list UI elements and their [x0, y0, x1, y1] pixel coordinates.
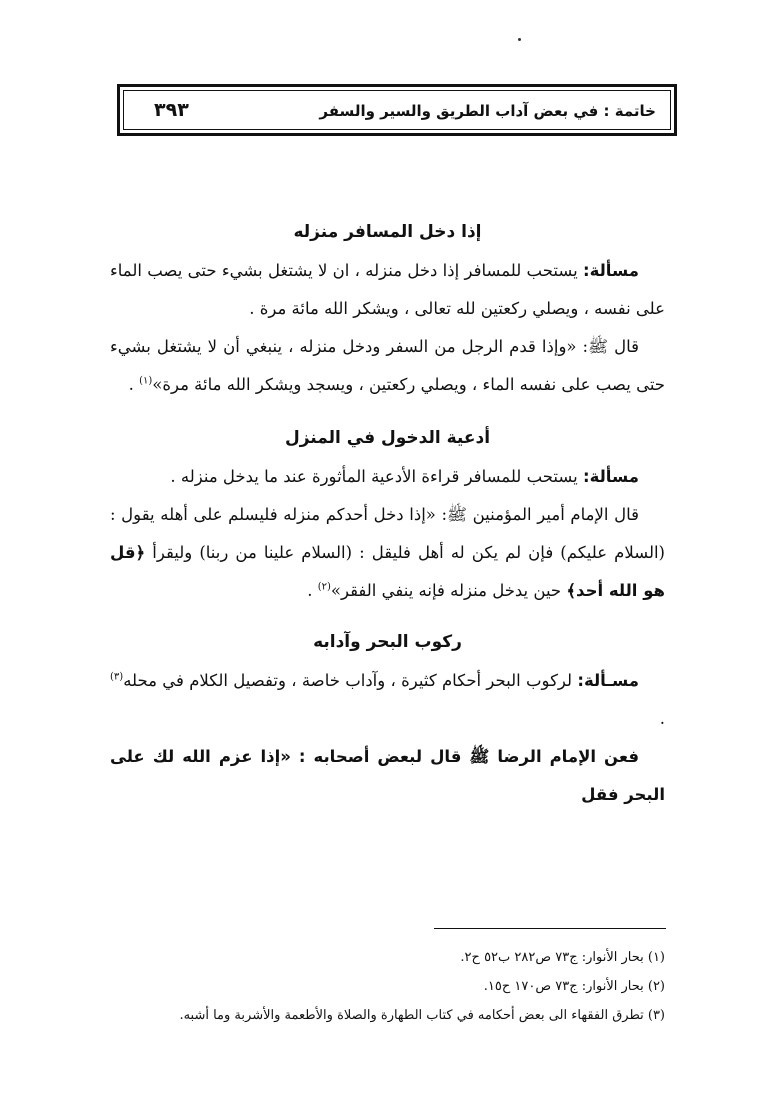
quote-paragraph [110, 328, 665, 404]
quote-end: . [307, 581, 318, 600]
section-heading-sea-travel: ركوب البحر وآدابه [313, 632, 462, 652]
quote-text: قال الإمام أمير المؤمنين ﷺ: «إذا دخل أحدكم منزله فليسلم على أهله يقول : (السلام عليكم) فإن لم يكن له أهل فليقل : (السلام علينا من ربنا) وليقرأ [110, 505, 665, 562]
quote-text-continued: حين يدخل منزله فإنه ينفي الفقر» [330, 581, 567, 600]
issue-paragraph [110, 662, 665, 738]
section-heading-traveler-enters-home: إذا دخل المسافر منزله [293, 222, 482, 242]
footnote-ref: (٣) [110, 671, 124, 683]
quote-end: . [128, 375, 140, 394]
page-number: ٣٩٣ [154, 99, 189, 121]
page-body [110, 218, 665, 814]
issue-text: يستحب للمسافر قراءة الأدعية المأثورة عند ما يدخل منزله . [170, 467, 578, 486]
footnotes [110, 943, 665, 1030]
issue-paragraph [110, 458, 665, 496]
scan-speck [518, 38, 521, 41]
footnote-1: (١) بحار الأنوار: ج٧٣ ص٢٨٢ ب٥٢ ح٢. [460, 950, 665, 965]
issue-term: مسألة: [582, 261, 639, 280]
running-title: خاتمة : في بعض آداب الطريق والسير والسفر [319, 102, 656, 120]
footnote-2: (٢) بحار الأنوار: ج٧٣ ص١٧٠ ح١٥. [483, 979, 665, 994]
running-header-frame [117, 84, 677, 136]
issue-text: يستحب للمسافر إذا دخل منزله ، ان لا يشتغل بشيء حتى يصب الماء على نفسه ، ويصلي ركعتين لله تعالى ، ويشكر الله مائة مرة . [110, 261, 665, 318]
issue-text: لركوب البحر أحكام كثيرة ، وآداب خاصة ، وتفصيل الكلام في محله [123, 671, 573, 690]
issue-paragraph [110, 252, 665, 328]
running-header-inner [123, 90, 671, 130]
section-heading-entering-prayers: أدعية الدخول في المنزل [284, 428, 491, 448]
issue-term: مسألة: [582, 467, 639, 486]
footnote-divider [434, 928, 666, 929]
issue-term: مسـألة: [577, 671, 640, 690]
quote-paragraph [110, 496, 665, 610]
issue-end: . [659, 709, 665, 728]
footnote-ref: (٢) [317, 581, 331, 593]
footnote-3: (٣) تطرق الفقهاء الى بعض أحكامه في كتاب الطهارة والصلاة والأطعمة والأشربة وما أشبه. [179, 1008, 665, 1023]
quote-text: قال ﷺ: «وإذا قدم الرجل من السفر ودخل منزله ، ينبغي أن لا يشتغل بشيء حتى يصب على نفسه الماء ، ويصلي ركعتين ، ويسجد ويشكر الله مائة مرة» [110, 337, 665, 394]
closing-line: فعن الإمام الرضا ﷺ قال لبعض أصحابه : «إذا عزم الله لك على البحر فقل [110, 747, 665, 804]
quranic-verse: ﴿قل هو الله أحد﴾ [110, 543, 665, 600]
footnote-ref: (١) [139, 375, 153, 387]
